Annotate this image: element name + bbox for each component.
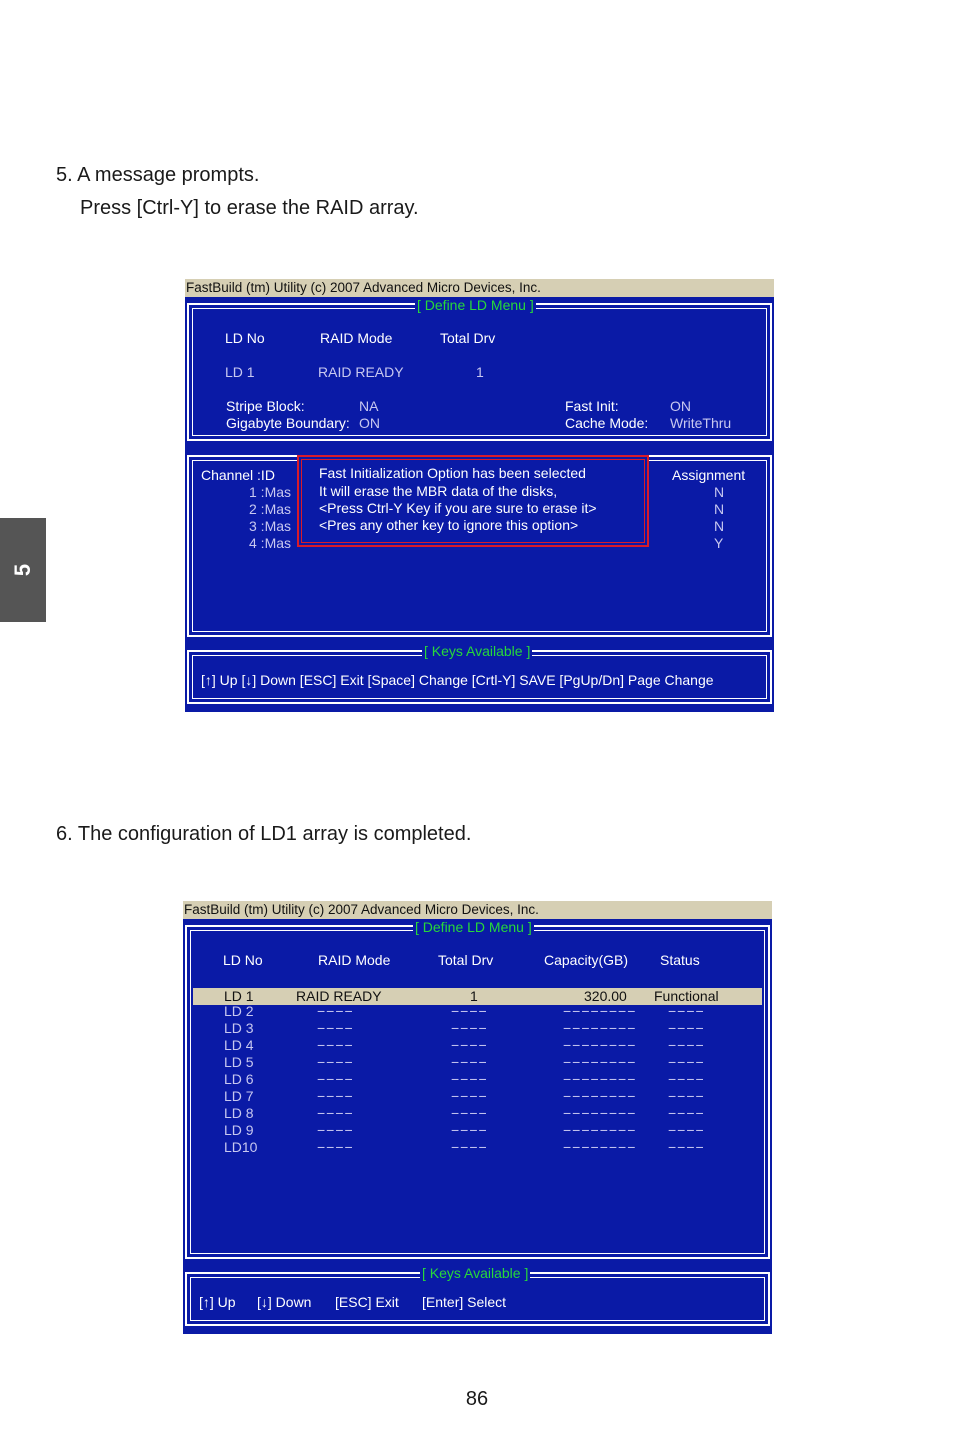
- header-total-drv: Total Drv: [440, 330, 496, 346]
- row-capacity: −−−−−−−−: [563, 1003, 637, 1019]
- row-status: −−−−: [668, 1003, 705, 1019]
- row-raid-mode: RAID READY: [296, 988, 382, 1004]
- row-total-drv: −−−−: [451, 1105, 488, 1121]
- ld-row-id: LD 1: [225, 364, 255, 380]
- stripe-block-value[interactable]: NA: [359, 398, 379, 414]
- assignment-value[interactable]: Y: [714, 535, 724, 551]
- warning-line-2: It will erase the MBR data of the disks,: [319, 483, 558, 499]
- row-ld-id: LD 5: [224, 1054, 254, 1070]
- row-total-drv: 1: [470, 988, 478, 1004]
- row-total-drv: −−−−: [451, 1003, 488, 1019]
- gigabyte-boundary-label: Gigabyte Boundary:: [226, 415, 350, 431]
- channel-row: 4 :Mas: [249, 535, 292, 551]
- bios-screen-define-ld-prompt: [185, 279, 774, 712]
- row-total-drv: −−−−: [451, 1139, 488, 1155]
- keys-help-line: [↑] Up [↓] Down [ESC] Exit [Space] Change [Crtl-Y] SAVE [PgUp/Dn] Page Change: [201, 672, 714, 688]
- assignment-value[interactable]: N: [714, 501, 725, 517]
- row-capacity: −−−−−−−−: [563, 1088, 637, 1104]
- keys-available-legend: [ Keys Available ]: [422, 1265, 529, 1281]
- row-ld-id: LD10: [224, 1139, 258, 1155]
- ld-row-raid-mode: RAID READY: [318, 364, 404, 380]
- header-ld-no: LD No: [225, 330, 265, 346]
- channel-id-header: Channel :ID: [201, 467, 275, 483]
- row-status: −−−−: [668, 1037, 705, 1053]
- row-status: −−−−: [668, 1139, 705, 1155]
- cache-mode-label: Cache Mode:: [565, 415, 649, 431]
- row-capacity: −−−−−−−−: [563, 1071, 637, 1087]
- gigabyte-boundary-value[interactable]: ON: [359, 415, 380, 431]
- row-capacity: −−−−−−−−: [563, 1054, 637, 1070]
- header-total-drv: Total Drv: [438, 952, 494, 968]
- row-total-drv: −−−−: [451, 1037, 488, 1053]
- keys-available-legend: [ Keys Available ]: [424, 643, 531, 659]
- bios-title-bar: FastBuild (tm) Utility (c) 2007 Advanced Micro Devices, Inc.: [185, 279, 774, 297]
- row-capacity: −−−−−−−−: [563, 1122, 637, 1138]
- row-capacity: −−−−−−−−: [563, 1105, 637, 1121]
- row-status: −−−−: [668, 1071, 705, 1087]
- key-esc-hint: [ESC] Exit: [335, 1294, 399, 1310]
- chapter-tab-label: 5: [10, 563, 35, 577]
- channel-row: 2 :Mas: [249, 501, 292, 517]
- row-ld-id: LD 9: [224, 1122, 254, 1138]
- channel-row: 1 :Mas: [249, 484, 292, 500]
- row-raid-mode: −−−−: [317, 1037, 354, 1053]
- row-raid-mode: −−−−: [317, 1003, 354, 1019]
- row-raid-mode: −−−−: [317, 1054, 354, 1070]
- row-capacity: 320.00: [584, 988, 627, 1004]
- channel-row: 3 :Mas: [249, 518, 292, 534]
- assignment-value[interactable]: N: [714, 484, 725, 500]
- row-status: −−−−: [668, 1054, 705, 1070]
- row-raid-mode: −−−−: [317, 1139, 354, 1155]
- row-ld-id: LD 8: [224, 1105, 254, 1121]
- row-raid-mode: −−−−: [317, 1088, 354, 1104]
- row-capacity: −−−−−−−−: [563, 1037, 637, 1053]
- header-raid-mode: RAID Mode: [318, 952, 391, 968]
- ld-row-total-drv: 1: [476, 364, 484, 380]
- row-total-drv: −−−−: [451, 1054, 488, 1070]
- row-total-drv: −−−−: [451, 1122, 488, 1138]
- warning-line-1: Fast Initialization Option has been selected: [319, 465, 586, 481]
- cache-mode-value[interactable]: WriteThru: [670, 415, 732, 431]
- row-status: −−−−: [668, 1088, 705, 1104]
- row-raid-mode: −−−−: [317, 1105, 354, 1121]
- step5-instruction: Press [Ctrl-Y] to erase the RAID array.: [80, 197, 419, 219]
- fast-init-label: Fast Init:: [565, 398, 619, 414]
- bios-screen-define-ld-list: [183, 901, 772, 1334]
- bios-title-bar: FastBuild (tm) Utility (c) 2007 Advanced Micro Devices, Inc.: [183, 901, 772, 919]
- row-raid-mode: −−−−: [317, 1020, 354, 1036]
- row-capacity: −−−−−−−−: [563, 1139, 637, 1155]
- step5-heading: 5. A message prompts.: [56, 164, 260, 186]
- header-raid-mode: RAID Mode: [320, 330, 393, 346]
- row-ld-id: LD 6: [224, 1071, 254, 1087]
- chapter-tab: [0, 518, 46, 622]
- row-status: −−−−: [668, 1020, 705, 1036]
- assignment-value[interactable]: N: [714, 518, 725, 534]
- row-ld-id: LD 4: [224, 1037, 254, 1053]
- key-enter-hint: [Enter] Select: [422, 1294, 507, 1310]
- row-ld-id: LD 3: [224, 1020, 254, 1036]
- header-capacity: Capacity(GB): [544, 952, 629, 968]
- row-status: −−−−: [668, 1105, 705, 1121]
- assignment-header: Assignment: [672, 467, 746, 483]
- row-status: Functional: [654, 988, 719, 1004]
- row-total-drv: −−−−: [451, 1088, 488, 1104]
- define-ld-menu-legend: [ Define LD Menu ]: [417, 297, 534, 313]
- row-status: −−−−: [668, 1122, 705, 1138]
- stripe-block-label: Stripe Block:: [226, 398, 305, 414]
- fast-init-value[interactable]: ON: [670, 398, 691, 414]
- warning-line-4: <Pres any other key to ignore this option>: [319, 517, 579, 533]
- define-ld-menu-legend: [ Define LD Menu ]: [415, 919, 532, 935]
- row-ld-id: LD 1: [224, 988, 254, 1004]
- warning-line-3: <Press Ctrl-Y Key if you are sure to erase it>: [319, 500, 597, 516]
- key-down-hint: [↓] Down: [257, 1294, 312, 1310]
- row-total-drv: −−−−: [451, 1020, 488, 1036]
- key-up-hint: [↑] Up: [199, 1294, 236, 1310]
- row-ld-id: LD 7: [224, 1088, 254, 1104]
- row-raid-mode: −−−−: [317, 1122, 354, 1138]
- page-number: 86: [465, 1388, 489, 1410]
- row-capacity: −−−−−−−−: [563, 1020, 637, 1036]
- row-raid-mode: −−−−: [317, 1071, 354, 1087]
- header-ld-no: LD No: [223, 952, 263, 968]
- row-total-drv: −−−−: [451, 1071, 488, 1087]
- step6-heading: 6. The configuration of LD1 array is completed.: [56, 823, 472, 845]
- header-status: Status: [660, 952, 700, 968]
- row-ld-id: LD 2: [224, 1003, 254, 1019]
